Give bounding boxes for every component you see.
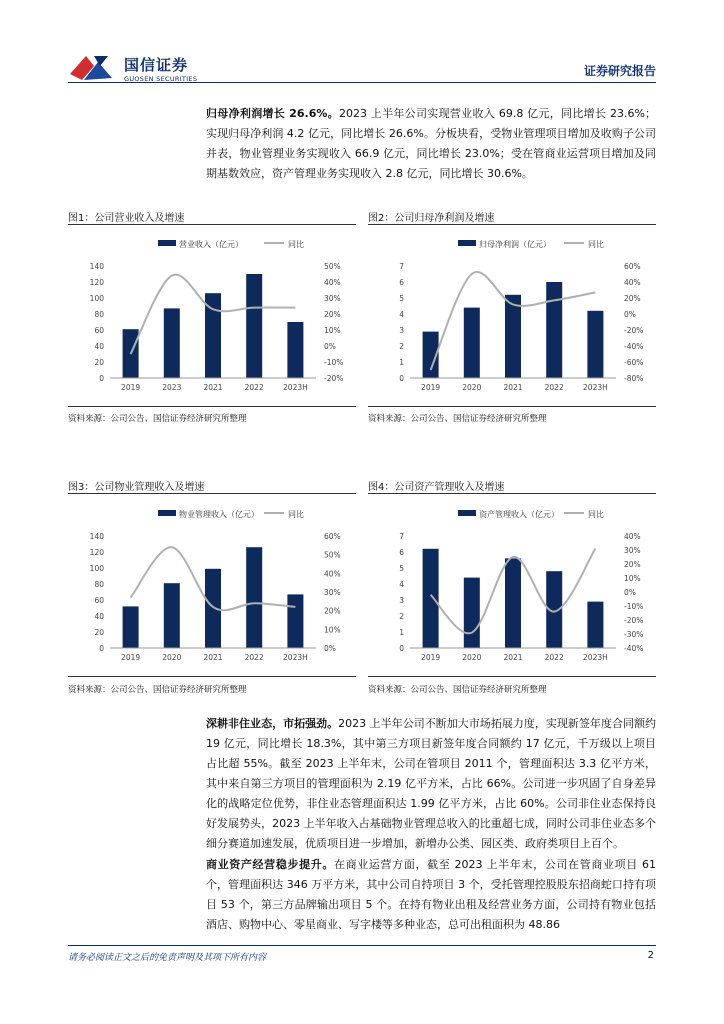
- y-left-tick-label: 40: [94, 342, 104, 351]
- bar-mark: [423, 549, 439, 648]
- bar-mark: [246, 547, 262, 648]
- y-left-tick-label: 100: [89, 294, 104, 303]
- figure-2-source: 资料来源：公司公告、国信证券经济研究所整理: [368, 414, 547, 424]
- footer-divider: [68, 945, 656, 946]
- y-right-tick-label: 30%: [324, 588, 341, 597]
- logo-cn-text: 国信证券: [124, 56, 189, 74]
- logo-mark-icon: [68, 52, 120, 82]
- y-right-tick-label: -20%: [624, 326, 644, 335]
- bar-mark: [123, 606, 139, 648]
- bar-mark: [546, 282, 562, 378]
- y-left-tick-label: 40: [94, 612, 104, 621]
- bar-mark: [587, 311, 603, 378]
- legend-bar-swatch: [458, 510, 476, 516]
- bar-mark: [205, 569, 221, 648]
- y-right-tick-label: 40%: [324, 569, 341, 579]
- paragraph-lead: 深耕非住业态，市拓强劲。: [206, 717, 339, 730]
- bar-mark: [505, 558, 521, 648]
- y-right-tick-label: -10%: [624, 602, 644, 611]
- figure-4-source: 资料来源：公司公告、国信证券经济研究所整理: [368, 685, 547, 695]
- bar-mark: [287, 322, 303, 378]
- x-tick-label: 2021: [203, 653, 223, 662]
- y-left-tick-label: 4: [399, 310, 404, 319]
- y-left-tick-label: 20: [94, 358, 104, 367]
- figure-1-source: 资料来源：公司公告、国信证券经济研究所整理: [68, 414, 247, 424]
- header-divider: [68, 82, 656, 83]
- doc-type: 证券研究报告: [583, 64, 656, 78]
- y-left-tick-label: 4: [399, 580, 404, 589]
- y-right-tick-label: 0%: [324, 342, 336, 351]
- y-left-tick-label: 3: [399, 326, 404, 335]
- y-right-tick-label: -20%: [324, 374, 344, 383]
- y-left-tick-label: 120: [89, 548, 104, 557]
- bar-mark: [164, 583, 180, 648]
- chart-svg-4: [368, 498, 656, 670]
- y-right-tick-label: 20%: [324, 310, 341, 319]
- y-left-tick-label: 80: [94, 580, 104, 589]
- x-tick-label: 2022: [244, 653, 264, 662]
- legend-line-label: 同比: [288, 240, 304, 249]
- x-tick-label: 2023: [162, 383, 182, 392]
- figure-4-title: 图4：公司资产管理收入及增速: [368, 482, 505, 493]
- x-tick-label: 2020: [462, 653, 482, 662]
- y-right-tick-label: 20%: [624, 560, 641, 569]
- legend-bar-swatch: [458, 240, 476, 246]
- y-right-tick-label: -80%: [624, 374, 644, 383]
- bar-mark: [587, 602, 603, 648]
- y-left-tick-label: 3: [399, 596, 404, 605]
- y-left-tick-label: 60: [94, 596, 104, 605]
- y-right-tick-label: -30%: [624, 630, 644, 639]
- figure-4-chart: [368, 498, 656, 674]
- legend-bar-label: 资产管理收入（亿元）: [479, 510, 559, 519]
- x-tick-label: 2020: [162, 653, 182, 662]
- y-right-tick-label: -60%: [624, 358, 644, 367]
- paragraph-text: 2023 上半年公司实现营业收入 69.8 亿元，同比增长 23.6%；实现归母净利润 4.2 亿元，同比增长 26.6%。分板块看，受物业管理项目增加及收购子公司并表，物业管理业务实现收入 66.9 亿元，同比增长 23.0%；受在管商业运营项目增加及同期基数效应，资产管理业务实现收入 2.8 亿元，同比增长 30.6%。: [206, 107, 656, 180]
- x-tick-label: 2023H: [583, 383, 608, 392]
- y-left-tick-label: 5: [399, 564, 404, 573]
- y-left-tick-label: 1: [399, 628, 404, 637]
- figure-4-rule: [368, 493, 656, 494]
- y-left-tick-label: 140: [89, 262, 104, 271]
- y-right-tick-label: 40%: [624, 278, 641, 287]
- company-logo: [68, 50, 198, 90]
- y-left-tick-label: 7: [399, 262, 404, 271]
- y-right-tick-label: 10%: [324, 625, 341, 635]
- y-left-tick-label: 20: [94, 628, 104, 637]
- x-tick-label: 2022: [544, 383, 564, 392]
- y-left-tick-label: 140: [89, 532, 104, 541]
- y-left-tick-label: 0: [99, 644, 104, 653]
- y-right-tick-label: 60%: [324, 532, 341, 541]
- bar-mark: [246, 274, 262, 378]
- y-left-tick-label: 7: [399, 532, 404, 541]
- figure-1-title: 图1：公司营业收入及增速: [68, 213, 185, 224]
- y-right-tick-label: 50%: [324, 262, 341, 271]
- figure-1-bottom-rule: [68, 406, 356, 407]
- x-tick-label: 2021: [503, 383, 523, 392]
- y-right-tick-label: -20%: [624, 616, 644, 625]
- x-tick-label: 2022: [244, 383, 264, 392]
- y-right-tick-label: 40%: [624, 532, 641, 541]
- x-tick-label: 2023H: [283, 653, 308, 662]
- y-right-tick-label: 10%: [324, 326, 341, 335]
- y-right-tick-label: 0%: [624, 310, 636, 319]
- y-left-tick-label: 2: [399, 342, 404, 351]
- y-right-tick-label: 50%: [324, 550, 341, 560]
- legend-bar-label: 归母净利润（亿元）: [479, 240, 551, 249]
- figure-3-title: 图3：公司物业管理收入及增速: [68, 482, 205, 493]
- figure-3-chart: [68, 498, 356, 674]
- paragraph-commercial-assets: [206, 855, 656, 935]
- x-tick-label: 2021: [203, 383, 223, 392]
- figure-1-chart: [68, 228, 356, 404]
- x-tick-label: 2019: [121, 383, 141, 392]
- x-tick-label: 2023H: [583, 653, 608, 662]
- y-left-tick-label: 5: [399, 294, 404, 303]
- figure-4-bottom-rule: [368, 676, 656, 677]
- x-tick-label: 2019: [421, 653, 441, 662]
- bar-mark: [287, 594, 303, 648]
- y-left-tick-label: 100: [89, 564, 104, 573]
- y-left-tick-label: 120: [89, 278, 104, 287]
- y-right-tick-label: 40%: [324, 278, 341, 287]
- figure-2-rule: [368, 224, 656, 225]
- chart-svg-3: [68, 498, 356, 670]
- figure-2-bottom-rule: [368, 406, 656, 407]
- x-tick-label: 2020: [462, 383, 482, 392]
- page-number: 2: [647, 950, 654, 961]
- legend-bar-label: 物业管理收入（亿元）: [179, 510, 259, 519]
- bar-mark: [505, 295, 521, 378]
- y-right-tick-label: 0%: [324, 644, 336, 653]
- legend-line-label: 同比: [588, 510, 604, 519]
- legend-line-label: 同比: [588, 240, 604, 249]
- y-left-tick-label: 0: [399, 374, 404, 383]
- paragraph-lead: 商业资产经营稳步提升。: [206, 858, 334, 871]
- y-left-tick-label: 0: [399, 644, 404, 653]
- bar-mark: [464, 308, 480, 378]
- x-tick-label: 2022: [544, 653, 564, 662]
- footer-disclaimer: 请务必阅读正文之后的免责声明及其项下所有内容: [68, 953, 267, 963]
- x-tick-label: 2023H: [283, 383, 308, 392]
- paragraph-text: 2023 上半年公司不断加大市场拓展力度，实现新签年度合同额约 19 亿元，同比增长 18.3%，其中第三方项目新签年度合同额约 17 亿元，千万级以上项目占比超 55%。截至 2023 上半年末，公司在管项目 2011 个，管理面积达 3.3 亿平方米，其中来自第三方项目的管理面积为 2.19 亿平方米，占比 66%。公司进一步巩固了自身差异化的战略定位优势，非住业态管理面积达 1.99 亿平方米，占比 60%。公司非住业态保持良好发展势头，2023 上半年收入占基础物业管理总收入的比重超七成，同时公司非住业态多个细分赛道加速发展，优质项目进一步增加，新增办公类、园区类、政府类项目上百个。: [206, 717, 657, 850]
- y-right-tick-label: 20%: [624, 294, 641, 303]
- figure-2-chart: [368, 228, 656, 404]
- y-right-tick-label: -40%: [624, 644, 644, 653]
- figure-3-rule: [68, 493, 356, 494]
- paragraph-text: 在商业运营方面，截至 2023 上半年末，公司在管商业项目 61 个，管理面积达 346 万平方米，其中公司自持项目 3 个，受托管理控股股东招商蛇口持有项目 53 个，第三方品牌输出项目 5 个。在持有物业出租及经营业务方面，公司持有物业包括酒店、购物中心、零星商业、写字楼等多种业态，总可出租面积为 48.86: [206, 858, 657, 931]
- y-right-tick-label: 20%: [324, 606, 341, 616]
- y-left-tick-label: 1: [399, 358, 404, 367]
- y-right-tick-label: 30%: [624, 546, 641, 555]
- x-tick-label: 2019: [421, 383, 441, 392]
- chart-svg-2: [368, 228, 656, 400]
- y-right-tick-label: 30%: [324, 294, 341, 303]
- y-right-tick-label: 60%: [624, 262, 641, 271]
- y-left-tick-label: 2: [399, 612, 404, 621]
- bar-mark: [164, 308, 180, 378]
- legend-line-label: 同比: [288, 510, 304, 519]
- y-right-tick-label: -10%: [324, 358, 344, 367]
- chart-svg-1: [68, 228, 356, 400]
- legend-bar-swatch: [158, 240, 176, 246]
- paragraph-lead: 归母净利润增长 26.6%。: [206, 107, 339, 120]
- x-tick-label: 2021: [503, 653, 523, 662]
- y-left-tick-label: 6: [399, 278, 404, 287]
- figure-2-title: 图2：公司归母净利润及增速: [368, 213, 495, 224]
- legend-bar-label: 营业收入（亿元）: [179, 240, 243, 249]
- y-left-tick-label: 60: [94, 326, 104, 335]
- bar-mark: [464, 578, 480, 648]
- paragraph-non-residential: [206, 714, 656, 854]
- y-left-tick-label: 6: [399, 548, 404, 557]
- x-tick-label: 2019: [121, 653, 141, 662]
- figure-1-rule: [68, 224, 356, 225]
- y-left-tick-label: 0: [99, 374, 104, 383]
- y-right-tick-label: -40%: [624, 342, 644, 351]
- y-right-tick-label: 10%: [624, 574, 641, 583]
- legend-bar-swatch: [158, 510, 176, 516]
- logo-en-text: GUOSEN SECURITIES: [124, 75, 198, 83]
- figure-3-bottom-rule: [68, 676, 356, 677]
- figure-3-source: 资料来源：公司公告、国信证券经济研究所整理: [68, 685, 247, 695]
- y-right-tick-label: 0%: [624, 588, 636, 597]
- paragraph-profit: [206, 104, 656, 184]
- y-left-tick-label: 80: [94, 310, 104, 319]
